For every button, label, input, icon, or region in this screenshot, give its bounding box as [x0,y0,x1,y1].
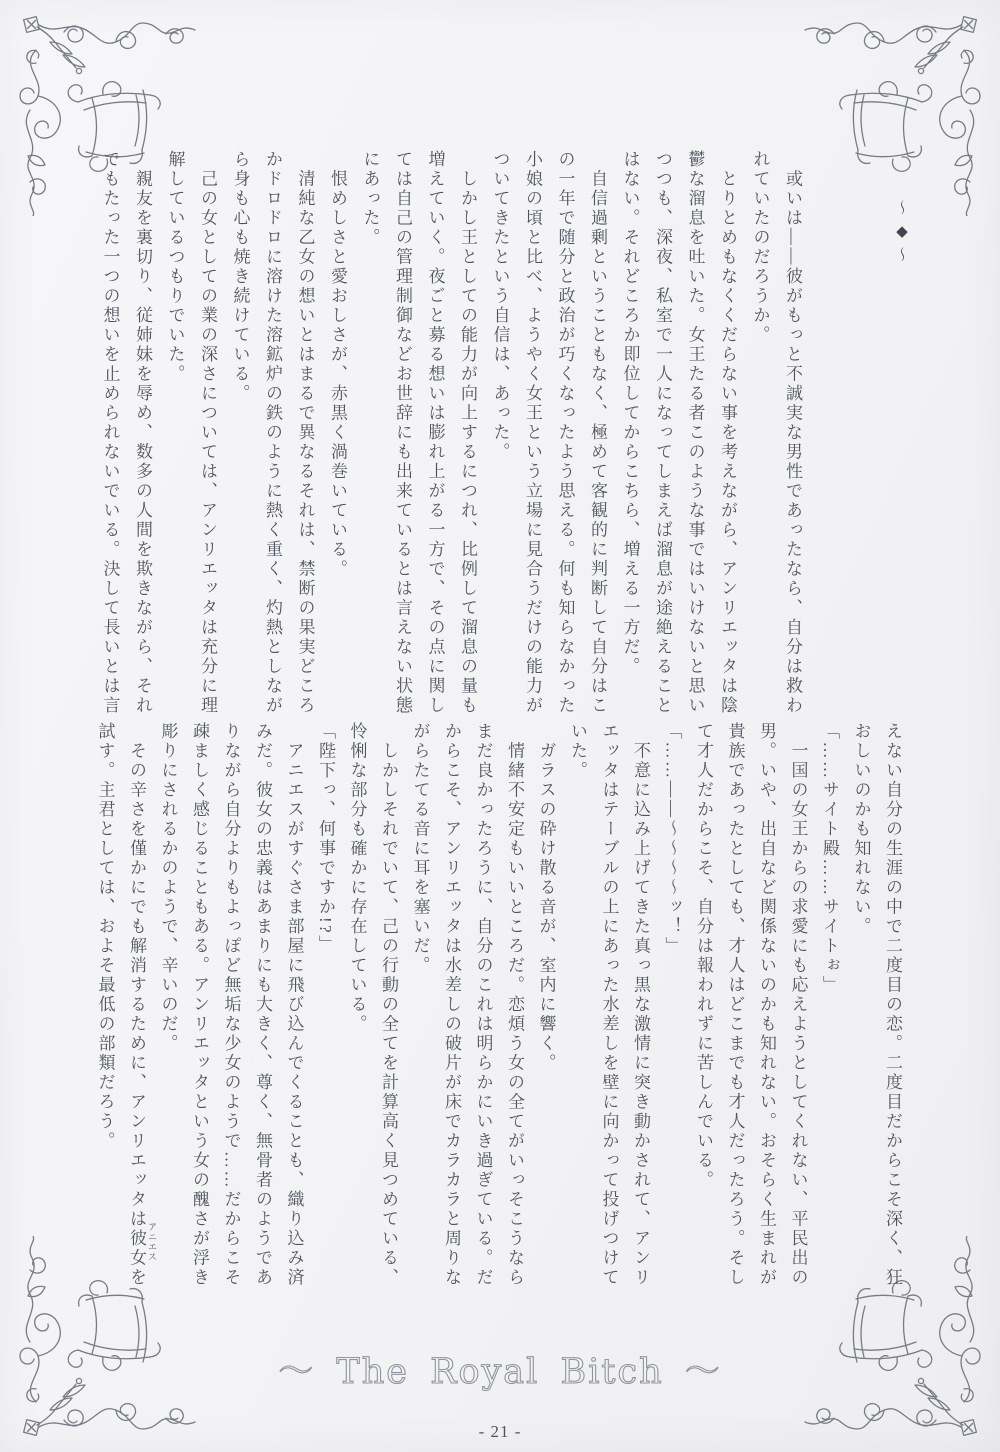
text-column: しかしそれでいて、己の行動の全てを計算高く見つめている、 [379,722,398,1288]
text-column: 試す。主君としては、およそ最低の部類だろう。 [95,722,115,1151]
text-column: 親友を裏切り、従姉妹を辱め、数多の人間を欺きながら、それ [133,150,152,716]
text-column: 解しているつもりでいた。 [165,150,185,384]
text-column: 「……――～～～～ッ！」 [662,722,682,956]
text-column: 鬱な溜息を吐いた。女王たる者このような事ではいけないと思い [685,150,705,716]
lower-text-block [84,722,908,1302]
text-column: からこそ、アンリエッタは水差しの破片が床でカラカラと周りな [442,722,461,1288]
text-column: エッタはテーブルの上にあった水差しを壁に向かって投げつけて [599,722,619,1288]
section-divider: ～◆～ [893,200,909,269]
text-column: 情緒不安定もいいところだ。恋煩う女の全てがいっそこうなら [505,722,524,1288]
text-column: おしいのかも知れない。 [851,722,871,937]
corner-flourish-icon [804,6,994,216]
text-column: 不意に込み上げてきた真っ黒な激情に突き動かされて、アンリ [631,722,650,1288]
text-column: 貴族であったとしても、才人はどこまでも才人だったろう。そし [725,722,745,1288]
text-column: 疎ましく感じることもある。アンリエッタという女の醜さが浮き [190,722,209,1288]
text-column: 増えていく。夜ごと募る想いは膨れ上がる一方で、その点に関し [425,150,445,716]
text-column: がらたてる音に耳を塞いだ。 [410,722,430,976]
text-column: 自信過剰ということもなく、極めて客観的に判断して自分はこ [588,150,607,716]
text-column: しかし王としての能力が向上するにつれ、比例して溜息の量も [458,150,477,716]
text-column: ついてきたという自信は、あった。 [490,150,510,462]
text-column: でもたった一つの想いを止められないでいる。決して長いとは言 [100,150,120,716]
page-number: - 21 - [478,1422,522,1441]
text-column: 一国の女王からの求愛にも応えようとしてくれない、平民出の [788,722,808,1288]
text-column: 小娘の頃と比べ、ようやく女王という立場に見合うだけの能力が [523,150,542,716]
text-column: の一年で随分と政治が巧くなったよう思える。何も知らなかった [555,150,575,716]
text-column: 恨めしさと愛おしさが、赤黒く渦巻いている。 [328,150,347,579]
text-column: 男。いや、出自など関係ないのかも知れない。おそらく生まれが [757,722,776,1288]
text-column: いた。 [568,722,587,781]
text-column: りながら自分よりもよっぽど無垢な少女のようで……だからこそ [221,722,241,1288]
text-column: 怜悧な部分も確かに存在している。 [347,722,367,1034]
text-column: 「陛下っ、何事ですか!?」 [316,722,335,955]
text-column: はない。それどころか即位してからこちら、増える一方だ。 [620,150,640,677]
text-column: その辛さを僅かにでも解消するために、アンリエッタは彼女を [127,722,146,1288]
text-column: 「……サイト殿……サイトぉ」 [820,722,839,995]
text-column: ら身も心も焼き続けている。 [230,150,250,404]
text-column: ては自己の管理制御などお世辞にも出来ているとは言えない状態 [393,150,412,716]
text-column: まだ良かったろうに、自分のこれは明らかにいき過ぎている。だ [473,722,493,1288]
text-column: 清純な乙女の想いとはまるで異なるそれは、禁断の果実どころ [295,150,315,716]
upper-text-block [86,150,808,728]
furigana-label: アニエス [147,1222,157,1262]
text-column: みだ。彼女の忠義はあまりにも大きく、尊く、無骨者のようであ [253,722,272,1288]
text-column: 己の女としての業の深さについては、アンリエッタは充分に理 [198,150,217,716]
text-column: とりとめもなくくだらない事を考えながら、アンリエッタは陰 [718,150,737,716]
text-column: 或いは――彼がもっと不誠実な男性であったなら、自分は救わ [783,150,802,716]
story-title: ～ The Royal Bitch ～ [278,1352,722,1392]
text-column: にあった。 [360,150,380,248]
text-column: えない自分の生涯の中で二度目の恋。二度目だからこそ深く、狂 [883,722,902,1288]
text-column: かドロドロに溶けた溶鉱炉の鉄のように熱く重く、灼熱としなが [263,150,282,716]
text-column: ガラスの砕け散る音が、室内に響く。 [536,722,556,1073]
text-column: つつも、深夜、私室で一人になってしまえば溜息が途絶えること [653,150,672,716]
text-column: て才人だからこそ、自分は報われずに苦しんでいる。 [694,722,713,1190]
text-column: アニエスがすぐさま部屋に飛び込んでくることも、織り込み済 [284,722,304,1288]
text-column: れていたのだろうか。 [750,150,770,345]
text-column: 彫りにされるかのようで、辛いのだ。 [158,722,178,1054]
